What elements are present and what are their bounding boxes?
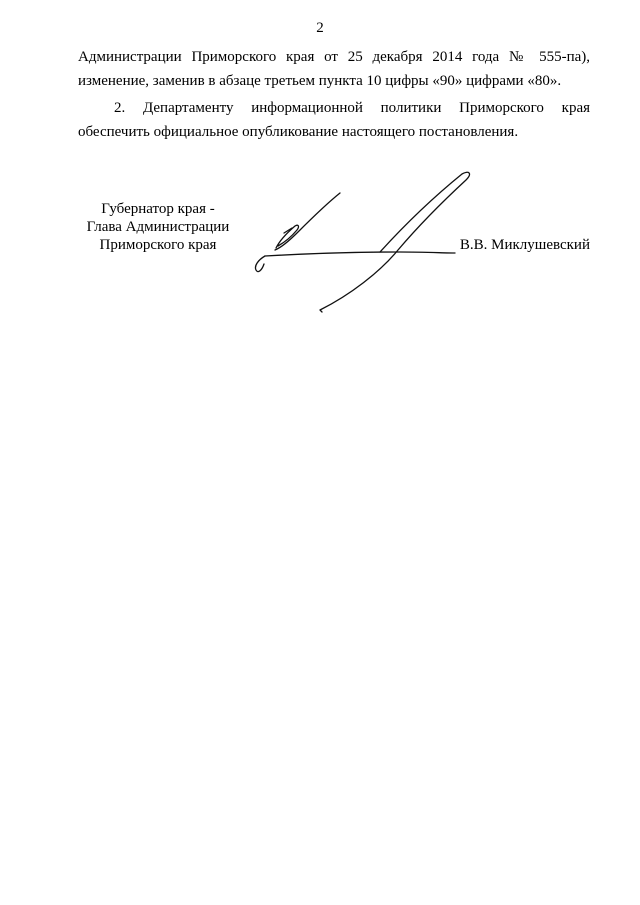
- paragraph-2-line-2: обеспечить официальное опубликование настоящего постановления.: [78, 124, 519, 140]
- signer-name: В.В. Миклушевский: [459, 237, 590, 253]
- signatory-title: [78, 200, 238, 254]
- paragraph-1-line-2: изменение, заменив в абзаце третьем пункта 10 цифры «90» цифрами «80».: [78, 73, 562, 89]
- paragraph-2: [78, 96, 590, 144]
- paragraph-1-line-1: Администрации Приморского края от 25 декабря 2014 года № 555-па),: [78, 49, 590, 65]
- signatory-title-line-2: Глава Администрации: [86, 219, 230, 235]
- paragraph-2-line-1: 2. Департаменту информационной политики Приморского края: [114, 100, 590, 116]
- page-number: 2: [316, 20, 324, 36]
- paragraph-1: [78, 45, 590, 93]
- signatory-title-line-3: Приморского края: [99, 237, 217, 253]
- signatory-title-line-1: Губернатор края -: [101, 201, 215, 217]
